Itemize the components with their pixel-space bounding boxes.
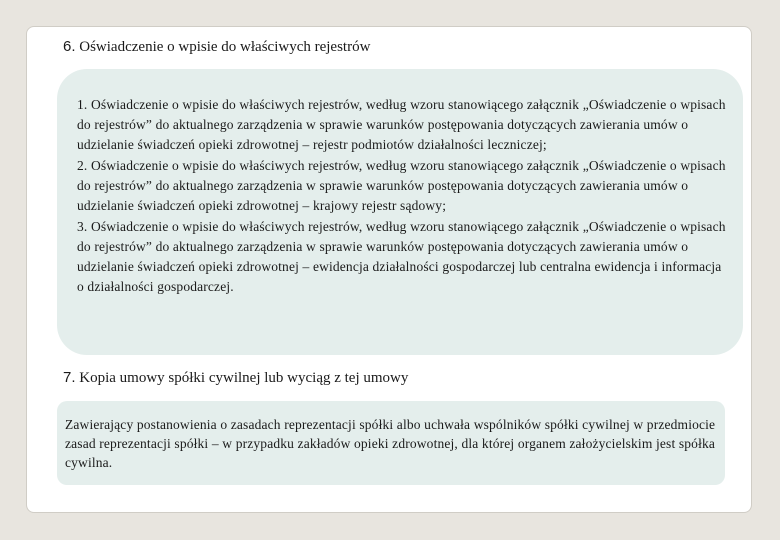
section-6-item-2: 2. Oświadczenie o wpisie do właściwych rejestrów, według wzoru stanowiącego załącznik „Oświadczenie o wpisach do rejestrów” do aktualnego zarządzenia w sprawie warunków postępowania dotyczących zawierania umów o udzielanie świadczeń opieki zdrowotnej – krajowy rejestr sądowy;	[77, 158, 726, 213]
section-6-number: 6.	[63, 38, 76, 55]
section-6-title: Oświadczenie o wpisie do właściwych rejestrów	[79, 39, 371, 55]
section-6-item-3: 3. Oświadczenie o wpisie do właściwych rejestrów, według wzoru stanowiącego załącznik „Oświadczenie o wpisach do rejestrów” do aktualnego zarządzenia w sprawie warunków postępowania dotyczących zawierania umów o udzielanie świadczeń opieki zdrowotnej – ewidencja działalności gospodarczej lub centralna ewidencja i informacja o działalności gospodarczej.	[77, 219, 726, 294]
section-6-item-1: 1. Oświadczenie o wpisie do właściwych rejestrów, według wzoru stanowiącego załącznik „Oświadczenie o wpisach do rejestrów” do aktualnego zarządzenia w sprawie warunków postępowania dotyczących zawierania umów o udzielanie świadczeń opieki zdrowotnej – rejestr podmiotów działalności leczniczej;	[77, 97, 726, 152]
section-7-title: Kopia umowy spółki cywilnej lub wyciąg z tej umowy	[79, 370, 409, 386]
document-card	[26, 26, 752, 513]
section-7-text: Zawierający postanowienia o zasadach reprezentacji spółki albo uchwała wspólników spółki cywilnej w przedmiocie zasad reprezentacji spółki – w przypadku zakładów opieki zdrowotnej, dla której organem założycielskim jest spółka cywilna.	[65, 417, 716, 470]
section-7-number: 7.	[63, 369, 76, 386]
section-7-heading	[63, 369, 408, 387]
section-6-content-box	[57, 69, 743, 355]
section-7-content-box	[57, 401, 725, 485]
section-6-heading	[63, 38, 370, 56]
